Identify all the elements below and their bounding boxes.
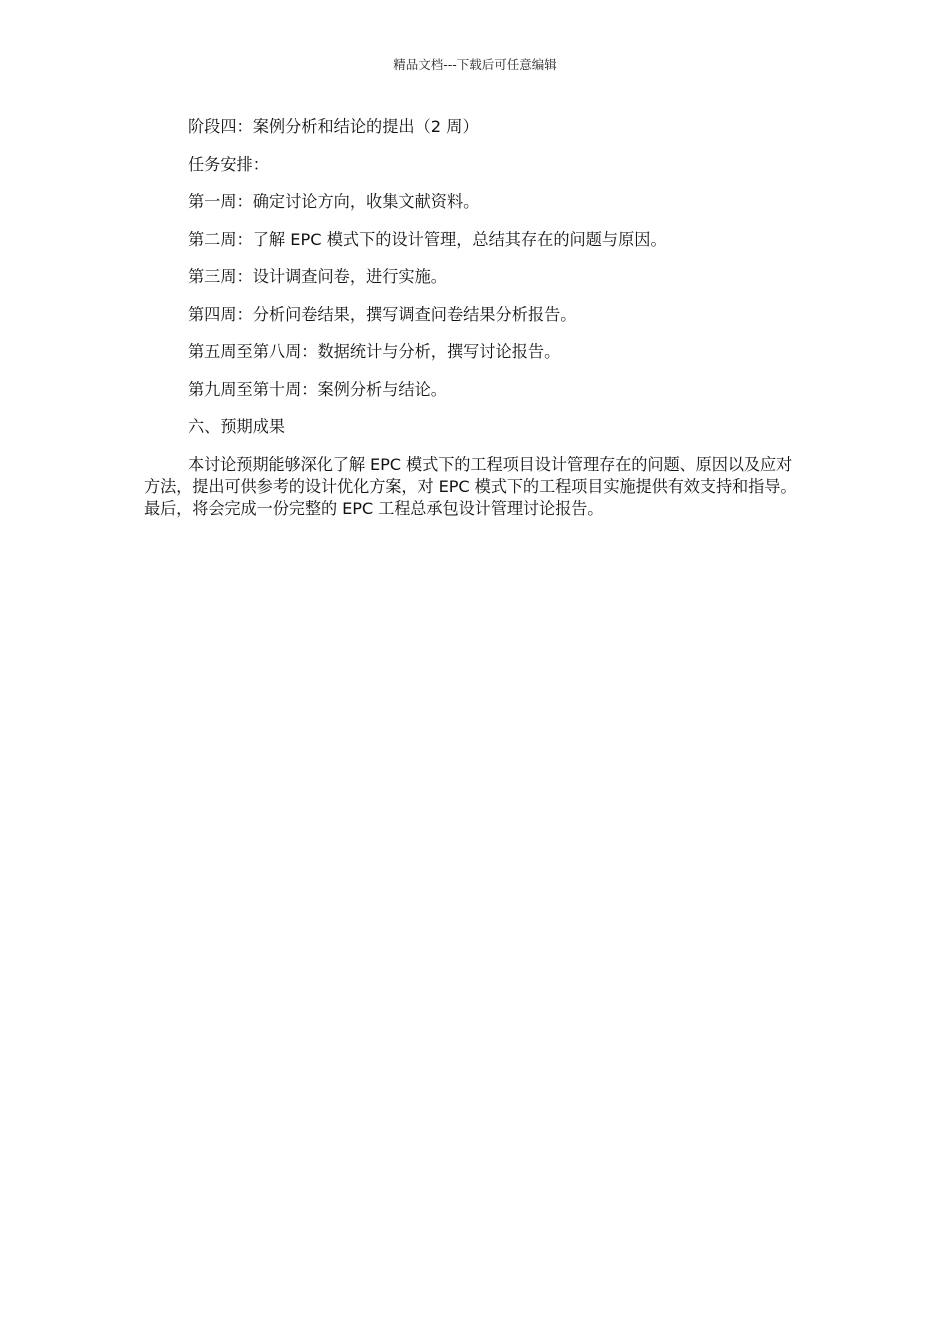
document-body: [144, 116, 804, 520]
schedule-week-3: 第三周：设计调查问卷，进行实施。: [188, 267, 447, 286]
page-header: 精品文档---下载后可任意编辑: [393, 57, 557, 72]
task-arrangement-label: 任务安排：: [188, 154, 269, 174]
expected-results-heading: 六、预期成果: [188, 417, 286, 436]
schedule-week-5-8: 第五周至第八周：数据统计与分析，撰写讨论报告。: [188, 342, 561, 361]
stage-four-heading: 阶段四：案例分析和结论的提出（2 周）: [188, 117, 479, 136]
schedule-week-2: 第二周：了解 EPC 模式下的设计管理，总结其存在的问题与原因。: [188, 229, 667, 249]
schedule-week-1: 第一周：确定讨论方向，收集文献资料。: [188, 192, 480, 211]
expected-results-paragraph: 本讨论预期能够深化了解 EPC 模式下的工程项目设计管理存在的问题、原因以及应对方法，提出可供参考的设计优化方案，对 EPC 模式下的工程项目实施提供有效支持和指导。最后，将会完成一份完整的 EPC 工程总承包设计管理讨论报告。: [144, 454, 797, 518]
schedule-week-9-10: 第九周至第十周：案例分析与结论。: [188, 379, 447, 399]
schedule-week-4: 第四周：分析问卷结果，撰写调查问卷结果分析报告。: [188, 304, 577, 324]
